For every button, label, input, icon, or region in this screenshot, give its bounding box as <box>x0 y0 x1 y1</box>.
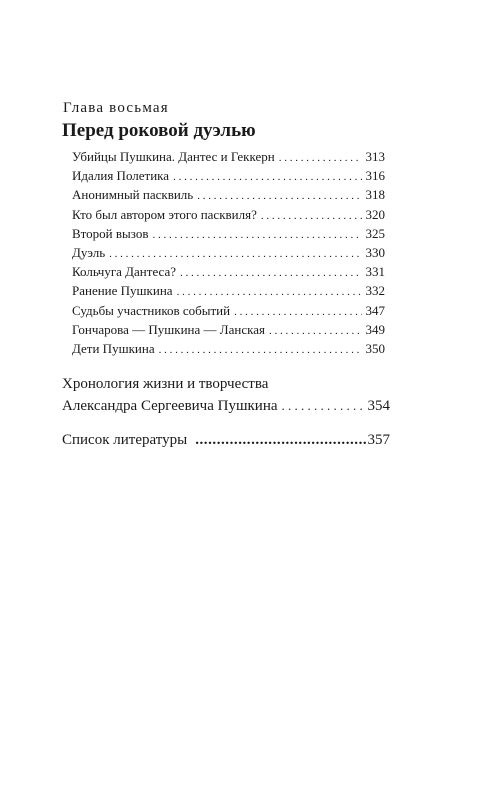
dot-leader <box>173 168 361 185</box>
chronology-title-line2: Александра Сергеевича Пушкина <box>62 398 278 414</box>
toc-entry[interactable] <box>72 281 385 300</box>
toc-list <box>72 147 385 358</box>
toc-entry[interactable] <box>72 262 385 281</box>
toc-entry-page: 331 <box>365 264 385 280</box>
dot-leader <box>234 303 361 320</box>
toc-entry[interactable] <box>72 320 385 339</box>
chapter-title: Перед роковой дуэлью <box>62 120 256 141</box>
toc-entry-title: Кто был автором этого пасквиля? <box>72 206 257 222</box>
toc-entry-page: 318 <box>365 187 385 203</box>
toc-entry[interactable] <box>72 301 385 320</box>
toc-entry-title: Дети Пушкина <box>72 340 155 356</box>
toc-entry-title: Ранение Пушкина <box>72 283 173 299</box>
toc-entry[interactable] <box>72 243 385 262</box>
toc-entry-title: Анонимный пасквиль <box>72 187 194 203</box>
toc-entry-title: Судьбы участников событий <box>72 302 231 318</box>
dot-leader <box>269 322 362 339</box>
toc-entry[interactable] <box>72 147 385 166</box>
toc-entry-title: Гончарова — Пушкина — Ланская <box>72 321 265 337</box>
toc-entry-title: Кольчуга Дантеса? <box>72 264 177 280</box>
toc-entry[interactable] <box>72 339 385 358</box>
toc-entry[interactable] <box>72 185 385 204</box>
toc-entry[interactable] <box>72 166 385 185</box>
toc-entry-title: Идалия Полетика <box>72 168 170 184</box>
toc-entry-page: 330 <box>365 244 385 260</box>
dot-leader <box>197 187 361 204</box>
toc-entry-page: 350 <box>365 340 385 356</box>
toc-entry-page: 349 <box>365 321 385 337</box>
toc-entry-page: 316 <box>365 168 385 184</box>
toc-entry[interactable] <box>72 224 385 243</box>
dot-leader <box>177 283 362 300</box>
dot-leader <box>109 245 361 262</box>
dot-leader <box>279 149 362 166</box>
toc-entry-page: 332 <box>365 283 385 299</box>
toc-entry-page: 325 <box>365 225 385 241</box>
chapter-label: Глава восьмая <box>63 100 169 116</box>
chronology-title-row <box>62 395 390 417</box>
chronology-page: 354 <box>367 398 390 414</box>
toc-entry-chronology[interactable] <box>62 374 390 417</box>
dot-leader <box>159 341 362 358</box>
toc-entry-page: 313 <box>365 149 385 164</box>
toc-entry-page: 347 <box>365 302 385 318</box>
bibliography-title: Список литературы <box>62 432 188 448</box>
dot-leader <box>282 395 366 416</box>
dot-leader <box>195 430 365 451</box>
dot-leader <box>152 226 361 243</box>
chronology-title-line1: Хронология жизни и творчества <box>62 376 269 392</box>
toc-entry-title: Убийцы Пушкина. Дантес и Геккерн <box>72 149 275 164</box>
toc-entry[interactable] <box>72 205 385 224</box>
toc-entry-bibliography[interactable] <box>62 430 390 451</box>
toc-entry-title: Второй вызов <box>72 225 149 241</box>
dot-leader <box>180 264 361 281</box>
dot-leader <box>261 207 362 224</box>
toc-entry-title: Дуэль <box>72 244 106 260</box>
toc-entry-page: 320 <box>365 206 385 222</box>
bibliography-page: 357 <box>367 432 390 448</box>
